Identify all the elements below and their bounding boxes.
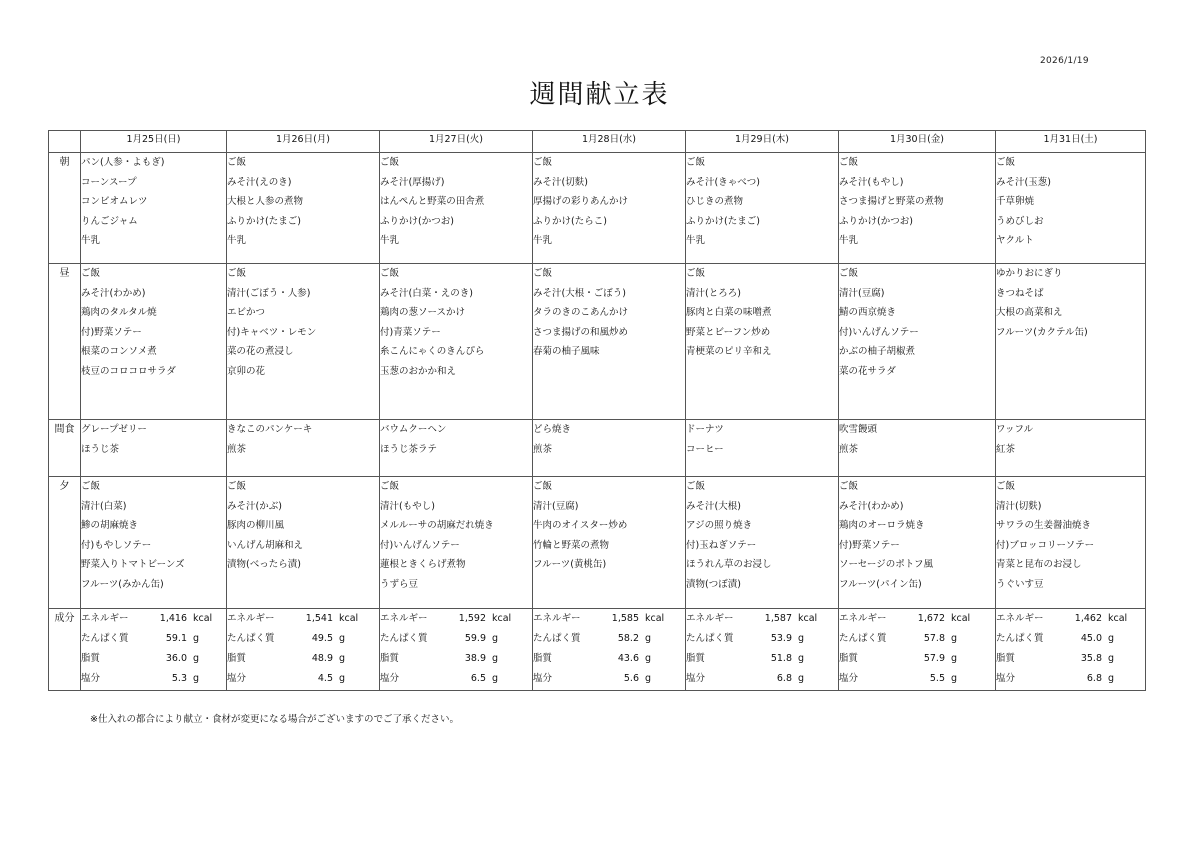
nutrition-label: 成分 [49, 609, 81, 691]
nutrient-line [996, 609, 1145, 629]
menu-item: みそ汁(大根) [686, 500, 741, 512]
menu-item: みそ汁(もやし) [839, 176, 904, 188]
menu-item: 付)もやしソテー [81, 539, 152, 551]
menu-item: みそ汁(白菜・えのき) [380, 287, 473, 299]
nutrient-value: 43.6 [617, 653, 639, 664]
menu-item: 清汁(豆腐) [839, 287, 885, 299]
menu-item: 根菜のコンソメ煮 [81, 346, 157, 357]
menu-item: 春菊の柚子風味 [533, 346, 600, 357]
nutrient-line [227, 629, 379, 649]
nutrient-unit: kcal [951, 613, 971, 624]
menu-item: かぶの柚子胡椒煮 [839, 346, 916, 357]
menu-item: ご飯 [380, 268, 400, 279]
nutrient-unit: g [951, 653, 958, 664]
menu-item: フルーツ(パイン缶) [839, 578, 922, 590]
menu-item: 清汁(豆腐) [533, 500, 579, 512]
menu-item: みそ汁(切麩) [533, 176, 588, 188]
nutrient-line [380, 609, 532, 629]
menu-cell [996, 420, 1146, 477]
menu-cell [533, 264, 686, 420]
menu-item: 牛乳 [380, 235, 400, 246]
nutrient-line [533, 609, 685, 629]
meal-label-dinner: 夕 [49, 477, 81, 609]
menu-cell [839, 420, 996, 477]
meal-label-snack: 間食 [49, 420, 81, 477]
day-header: 1月28日(水) [533, 131, 686, 153]
menu-item: うぐいす豆 [996, 578, 1044, 590]
menu-cell [81, 420, 227, 477]
menu-item: ご飯 [81, 481, 101, 492]
menu-item: 付)野菜ソテー [839, 539, 900, 551]
nutrient-name: エネルギー [380, 613, 428, 624]
menu-item: 付)ブロッコリーソテー [996, 539, 1095, 551]
menu-item: 鶏肉の葱ソースかけ [380, 307, 466, 318]
menu-item: ほうれん草のお浸し [686, 559, 772, 570]
menu-item: 清汁(白菜) [81, 500, 127, 512]
menu-item: ヤクルト [996, 235, 1034, 246]
menu-item: ひじきの煮物 [686, 196, 744, 207]
menu-cell [380, 420, 533, 477]
nutrient-name: たんぱく質 [380, 633, 428, 644]
menu-item: 鶏肉のタルタル焼 [81, 307, 157, 318]
menu-cell [839, 477, 996, 609]
menu-item: ご飯 [227, 268, 247, 279]
nutrient-name: たんぱく質 [227, 633, 275, 644]
nutrient-line [996, 669, 1145, 689]
nutrient-unit: kcal [339, 613, 359, 624]
nutrient-unit: g [645, 673, 652, 684]
nutrient-unit: g [1108, 673, 1115, 684]
nutrient-value: 1,541 [305, 613, 333, 624]
nutrient-value: 36.0 [165, 653, 187, 664]
nutrient-name: エネルギー [533, 613, 581, 624]
nutrient-line [839, 609, 995, 629]
nutrient-unit: g [951, 673, 958, 684]
menu-item: ご飯 [686, 268, 706, 279]
meal-row-snack [49, 420, 1146, 477]
menu-item: 清汁(とろろ) [686, 287, 741, 299]
nutrient-value: 53.9 [770, 633, 792, 644]
nutrient-name: 脂質 [533, 653, 553, 664]
footer-note: ※仕入れの都合により献立・食材が変更になる場合がございますのでご了承ください。 [90, 714, 459, 725]
nutrient-value: 1,672 [917, 613, 945, 624]
meal-label-lunch: 昼 [49, 264, 81, 420]
page-title: 週間献立表 [529, 80, 670, 110]
menu-item: タラのきのこあんかけ [533, 307, 629, 318]
nutrient-value: 38.9 [464, 653, 486, 664]
menu-cell [227, 477, 380, 609]
nutrient-unit: g [1108, 653, 1115, 664]
nutrient-value: 49.5 [311, 633, 333, 644]
nutrient-value: 59.9 [464, 633, 486, 644]
menu-cell [686, 153, 839, 264]
corner-cell [49, 131, 81, 153]
menu-item: みそ汁(わかめ) [81, 287, 146, 299]
nutrient-line [227, 649, 379, 669]
menu-item: 付)野菜ソテー [81, 326, 142, 338]
menu-item: ご飯 [996, 481, 1016, 492]
menu-item: ご飯 [81, 268, 101, 279]
nutrient-line [839, 649, 995, 669]
nutrient-line [996, 649, 1145, 669]
nutrient-name: 脂質 [227, 653, 247, 664]
menu-item: フルーツ(カクテル缶) [996, 326, 1088, 338]
nutrient-name: 塩分 [81, 673, 101, 684]
menu-item: 煎茶 [839, 443, 859, 455]
menu-item: 漬物(つぼ漬) [686, 578, 741, 590]
menu-cell [996, 477, 1146, 609]
menu-item: アジの照り焼き [686, 520, 753, 531]
menu-item: 付)キャベツ・レモン [227, 326, 317, 338]
nutrient-name: たんぱく質 [533, 633, 581, 644]
nutrition-cell [996, 609, 1146, 691]
menu-item: ドーナツ [686, 424, 724, 435]
menu-item: バウムクーヘン [380, 424, 447, 435]
menu-cell [81, 153, 227, 264]
menu-item: きなこのパンケーキ [227, 424, 313, 435]
menu-item: ご飯 [839, 268, 859, 279]
nutrient-value: 1,462 [1074, 613, 1102, 624]
nutrient-name: エネルギー [839, 613, 887, 624]
menu-item: ご飯 [533, 157, 553, 168]
nutrient-unit: kcal [1108, 613, 1128, 624]
day-header: 1月30日(金) [839, 131, 996, 153]
menu-item: 付)玉ねぎソテー [686, 539, 757, 551]
menu-item: 清汁(もやし) [380, 500, 435, 512]
nutrient-value: 35.8 [1080, 653, 1102, 664]
nutrient-value: 4.5 [317, 673, 333, 684]
nutrient-line [686, 609, 838, 629]
menu-cell [227, 420, 380, 477]
nutrient-unit: g [339, 633, 346, 644]
nutrient-unit: kcal [798, 613, 818, 624]
nutrient-unit: kcal [193, 613, 213, 624]
nutrient-name: たんぱく質 [839, 633, 887, 644]
nutrient-value: 51.8 [770, 653, 792, 664]
menu-item: ご飯 [686, 157, 706, 168]
nutrient-line [686, 669, 838, 689]
nutrient-name: エネルギー [227, 613, 275, 624]
menu-cell [81, 477, 227, 609]
menu-item: 鯖の西京焼き [839, 307, 897, 318]
nutrient-unit: kcal [645, 613, 665, 624]
nutrient-value: 6.8 [776, 673, 792, 684]
menu-item: 付)いんげんソテー [839, 326, 919, 338]
day-header-row [49, 131, 1146, 153]
menu-item: ご飯 [380, 481, 400, 492]
nutrient-value: 6.8 [1086, 673, 1102, 684]
menu-item: 枝豆のコロコロサラダ [81, 365, 176, 377]
menu-item: さつま揚げと野菜の煮物 [839, 196, 944, 207]
menu-item: 牛乳 [227, 235, 247, 246]
menu-item: ゆかりおにぎり [996, 268, 1063, 279]
menu-item: みそ汁(かぶ) [227, 500, 282, 512]
day-header: 1月29日(木) [686, 131, 839, 153]
menu-item: 菜の花サラダ [839, 365, 896, 377]
menu-item: 牛乳 [533, 235, 553, 246]
menu-item: みそ汁(大根・ごぼう) [533, 287, 626, 299]
nutrient-unit: kcal [492, 613, 512, 624]
menu-item: 厚揚げの彩りあんかけ [533, 196, 629, 207]
menu-item: ご飯 [380, 157, 400, 168]
nutrient-name: たんぱく質 [996, 633, 1044, 644]
nutrient-unit: g [492, 673, 499, 684]
menu-item: みそ汁(わかめ) [839, 500, 904, 512]
menu-item: ご飯 [839, 157, 859, 168]
menu-item: いんげん胡麻和え [227, 539, 304, 551]
issue-date: 2026/1/19 [1040, 56, 1089, 66]
menu-cell [533, 153, 686, 264]
menu-item: 青菜と昆布のお浸し [996, 559, 1082, 570]
menu-item: 菜の花の煮浸し [227, 346, 294, 357]
menu-item: メルルーサの胡麻だれ焼き [380, 520, 494, 531]
meal-row-breakfast [49, 153, 1146, 264]
menu-item: エビかつ [227, 307, 266, 318]
nutrient-name: 脂質 [380, 653, 400, 664]
menu-item: 野菜入りトマトビーンズ [81, 559, 185, 570]
menu-cell [996, 264, 1146, 420]
nutrient-name: 脂質 [996, 653, 1016, 664]
nutrient-value: 1,592 [458, 613, 486, 624]
menu-item: ご飯 [227, 157, 247, 168]
nutrient-line [533, 649, 685, 669]
menu-item: みそ汁(玉葱) [996, 176, 1051, 188]
nutrient-value: 59.1 [165, 633, 187, 644]
menu-item: うめびしお [996, 215, 1044, 227]
menu-item: みそ汁(厚揚げ) [380, 176, 445, 188]
nutrition-cell [686, 609, 839, 691]
menu-item: フルーツ(黄桃缶) [533, 559, 607, 570]
menu-item: みそ汁(きゃべつ) [686, 176, 760, 188]
menu-item: ご飯 [996, 157, 1016, 168]
menu-item: ほうじ茶 [81, 443, 120, 455]
menu-item: ご飯 [686, 481, 706, 492]
menu-item: 豚肉と白菜の味噌煮 [686, 307, 772, 318]
nutrition-cell [839, 609, 996, 691]
nutrient-name: 塩分 [533, 673, 553, 684]
menu-item: ふりかけ(たまご) [227, 215, 301, 227]
menu-item: コンビオムレツ [81, 196, 148, 207]
nutrient-line [380, 669, 532, 689]
menu-item: コーヒー [686, 443, 724, 455]
menu-item: 付)青菜ソテー [380, 326, 441, 338]
menu-item: 鯵の胡麻焼き [81, 520, 139, 531]
menu-cell [533, 477, 686, 609]
menu-item: 牛乳 [81, 235, 101, 246]
menu-item: りんごジャム [81, 215, 138, 227]
nutrient-value: 5.3 [171, 673, 187, 684]
nutrient-unit: g [951, 633, 958, 644]
menu-item: 京卯の花 [227, 365, 266, 377]
menu-item: みそ汁(えのき) [227, 176, 292, 188]
menu-cell [533, 420, 686, 477]
nutrient-line [686, 629, 838, 649]
menu-item: ふりかけ(たらこ) [533, 215, 607, 227]
nutrient-line [380, 629, 532, 649]
menu-cell [380, 264, 533, 420]
menu-item: 吹雪饅頭 [839, 424, 878, 435]
menu-cell [81, 264, 227, 420]
nutrient-line [81, 649, 226, 669]
nutrient-line [686, 649, 838, 669]
nutrient-unit: g [193, 653, 200, 664]
menu-item: ご飯 [839, 481, 859, 492]
menu-item: 竹輪と野菜の煮物 [533, 539, 610, 551]
menu-item: 玉葱のおかか和え [380, 365, 457, 377]
menu-item: 野菜とビーフン炒め [686, 326, 771, 338]
menu-item: 煎茶 [227, 443, 247, 455]
nutrient-unit: g [645, 633, 652, 644]
menu-item: はんぺんと野菜の田舎煮 [380, 196, 485, 207]
menu-item: うずら豆 [380, 578, 419, 590]
weekly-menu-table [48, 130, 1146, 691]
menu-item: 鶏肉のオーロラ焼き [839, 520, 925, 531]
menu-item: ご飯 [533, 481, 553, 492]
menu-item: ふりかけ(かつお) [380, 215, 454, 227]
menu-item: フルーツ(みかん缶) [81, 578, 164, 590]
nutrient-unit: g [492, 653, 499, 664]
nutrient-value: 1,585 [611, 613, 639, 624]
nutrient-value: 57.9 [923, 653, 945, 664]
nutrient-name: 脂質 [839, 653, 859, 664]
menu-item: さつま揚げの和風炒め [533, 326, 629, 338]
menu-cell [996, 153, 1146, 264]
menu-item: 大根と人参の煮物 [227, 196, 304, 207]
nutrient-line [996, 629, 1145, 649]
menu-item: 清汁(切麩) [996, 500, 1042, 512]
nutrient-value: 5.5 [929, 673, 945, 684]
nutrient-line [839, 669, 995, 689]
nutrient-line [81, 669, 226, 689]
meal-label-breakfast: 朝 [49, 153, 81, 264]
nutrient-value: 1,416 [159, 613, 187, 624]
menu-cell [380, 477, 533, 609]
nutrient-value: 48.9 [311, 653, 333, 664]
menu-item: 蓮根ときくらげ煮物 [380, 559, 466, 570]
nutrient-unit: g [798, 653, 805, 664]
menu-item: サワラの生姜醤油焼き [996, 520, 1092, 531]
nutrient-line [227, 669, 379, 689]
nutrient-line [81, 629, 226, 649]
nutrient-line [533, 669, 685, 689]
menu-item: 牛肉のオイスター炒め [533, 520, 628, 531]
menu-cell [686, 420, 839, 477]
nutrient-unit: g [798, 633, 805, 644]
nutrition-cell [227, 609, 380, 691]
nutrient-unit: g [1108, 633, 1115, 644]
nutrient-name: 塩分 [227, 673, 247, 684]
nutrition-cell [81, 609, 227, 691]
nutrient-line [839, 629, 995, 649]
menu-cell [839, 264, 996, 420]
menu-item: 煎茶 [533, 443, 553, 455]
menu-item: 付)いんげんソテー [380, 539, 460, 551]
menu-cell [839, 153, 996, 264]
menu-item: グレープゼリー [81, 424, 147, 435]
menu-item: 紅茶 [996, 443, 1016, 455]
nutrient-unit: g [193, 633, 200, 644]
nutrient-name: 塩分 [996, 673, 1016, 684]
nutrient-line [81, 609, 226, 629]
nutrient-value: 1,587 [764, 613, 792, 624]
nutrient-name: たんぱく質 [81, 633, 129, 644]
menu-cell [686, 264, 839, 420]
menu-item: ふりかけ(たまご) [686, 215, 760, 227]
menu-item: 牛乳 [839, 235, 859, 246]
nutrient-unit: g [645, 653, 652, 664]
nutrient-value: 5.6 [623, 673, 639, 684]
menu-cell [686, 477, 839, 609]
nutrition-row [49, 609, 1146, 691]
nutrient-unit: g [339, 653, 346, 664]
nutrient-name: 塩分 [686, 673, 706, 684]
day-header: 1月31日(土) [996, 131, 1146, 153]
meal-row-lunch [49, 264, 1146, 420]
nutrition-cell [533, 609, 686, 691]
menu-item: コーンスープ [81, 176, 137, 188]
menu-cell [227, 153, 380, 264]
nutrient-unit: g [339, 673, 346, 684]
menu-item: 漬物(べったら漬) [227, 559, 301, 570]
nutrient-unit: g [492, 633, 499, 644]
nutrient-value: 57.8 [923, 633, 945, 644]
menu-item: 大根の高菜和え [996, 307, 1063, 318]
menu-cell [380, 153, 533, 264]
nutrient-name: エネルギー [686, 613, 734, 624]
day-header: 1月27日(火) [380, 131, 533, 153]
nutrient-name: エネルギー [81, 613, 129, 624]
nutrient-name: たんぱく質 [686, 633, 734, 644]
menu-item: 糸こんにゃくのきんぴら [380, 346, 485, 357]
menu-item: 清汁(ごぼう・人参) [227, 287, 311, 299]
nutrient-name: エネルギー [996, 613, 1044, 624]
nutrient-line [380, 649, 532, 669]
menu-item: ご飯 [533, 268, 553, 279]
nutrient-name: 脂質 [686, 653, 706, 664]
menu-item: どら焼き [533, 424, 572, 435]
meal-row-dinner [49, 477, 1146, 609]
menu-item: 豚肉の柳川風 [227, 520, 285, 531]
day-header: 1月26日(月) [227, 131, 380, 153]
menu-item: 千草卵焼 [996, 196, 1035, 207]
menu-item: パン(人参・よもぎ) [81, 157, 165, 168]
nutrient-value: 58.2 [617, 633, 639, 644]
nutrient-value: 6.5 [470, 673, 486, 684]
menu-item: ソーセージのポトフ風 [839, 559, 933, 570]
day-header: 1月25日(日) [81, 131, 227, 153]
menu-cell [227, 264, 380, 420]
menu-item: 青梗菜のピリ辛和え [686, 346, 772, 357]
menu-item: ほうじ茶ラテ [380, 443, 438, 455]
menu-item: ワッフル [996, 424, 1034, 435]
nutrition-cell [380, 609, 533, 691]
nutrient-line [533, 629, 685, 649]
menu-item: きつねそば [996, 287, 1044, 299]
menu-item: ご飯 [227, 481, 247, 492]
nutrient-value: 45.0 [1080, 633, 1102, 644]
nutrient-unit: g [798, 673, 805, 684]
menu-item: ふりかけ(かつお) [839, 215, 913, 227]
nutrient-name: 脂質 [81, 653, 101, 664]
menu-item: 牛乳 [686, 235, 706, 246]
nutrient-line [227, 609, 379, 629]
nutrient-name: 塩分 [839, 673, 859, 684]
nutrient-unit: g [193, 673, 200, 684]
nutrient-name: 塩分 [380, 673, 400, 684]
